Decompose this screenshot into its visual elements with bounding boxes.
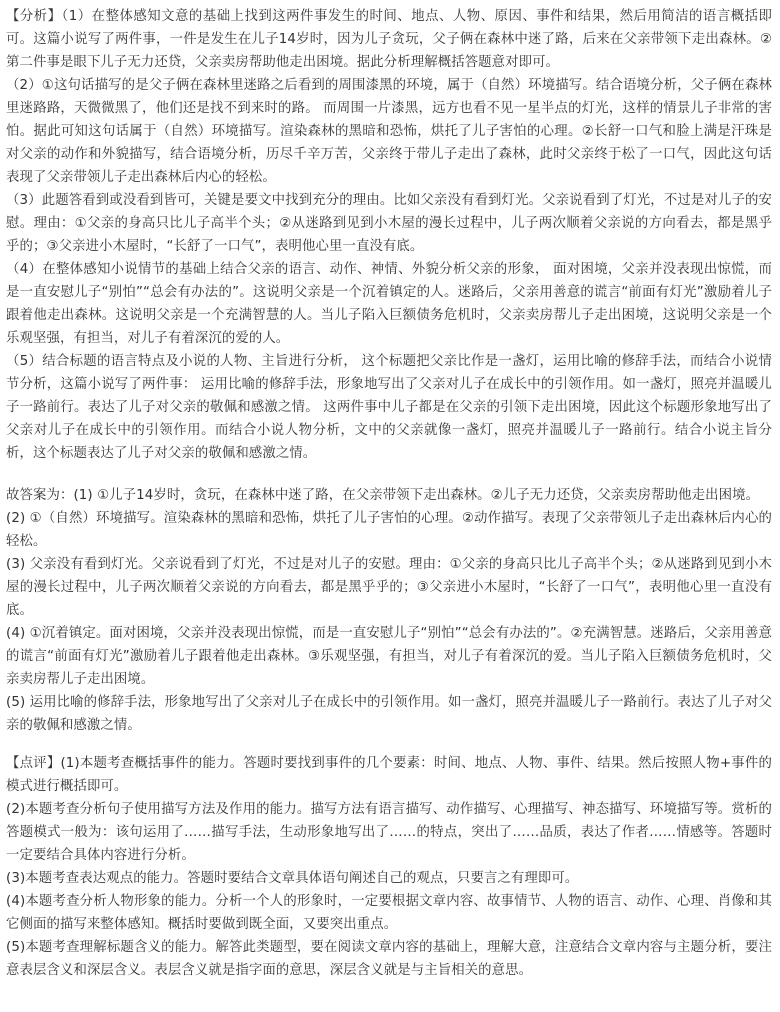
answer-paragraph-4: (4) ①沉着镇定。面对困境，父亲并没表现出惊慌，而是一直安慰儿子“别怕”“总会有办法的”。②充满智慧。迷路后，父亲用善意的谎言“前面有灯光”激励着儿子跟着他走出森林。③乐观坚强，有担当，对儿子有着深沉的爱。当儿子陷入巨额债务危机时，父亲卖房帮儿子走出困境。 <box>6 626 772 687</box>
comment-paragraph-4: (4)本题考查分析人物形象的能力。分析一个人的形象时，一定要根据文章内容、故事情节、人物的语言、动作、心理、肖像和其它侧面的描写来整体感知。概括时要做到既全面，又要突出重点。 <box>6 894 772 932</box>
comment-section <box>6 752 772 982</box>
comment-paragraph-2: (2)本题考查分析句子使用描写方法及作用的能力。描写方法有语言描写、动作描写、心理描写、神态描写、环境描写等。赏析的答题模式一般为：该句运用了……描写手法，生动形象地写出了……的特点，突出了……品质，表达了作者……情感等。答题时一定要结合具体内容进行分析。 <box>6 802 772 863</box>
comment-paragraph-3: (3)本题考查表达观点的能力。答题时要结合文章具体语句阐述自己的观点，只要言之有理即可。 <box>6 871 579 886</box>
analysis-paragraph-3: （3）此题答看到或没看到皆可，关键是要文中找到充分的理由。比如父亲没有看到灯光。父亲说看到了灯光，不过是对儿子的安慰。理由：①父亲的身高只比儿子高半个头；②从迷路到见到小木屋的漫长过程中，儿子两次顺着父亲说的方向看去，都是黑乎乎的；③父亲进小木屋时，“长舒了一口气”，表明他心里一直没有底。 <box>6 193 772 254</box>
analysis-paragraph-4: （4）在整体感知小说情节的基础上结合父亲的语言、动作、神情、外貌分析父亲的形象， 面对困境，父亲并没表现出惊慌，而是一直安慰儿子“别怕”“总会有办法的”。这说明父亲是一个沉着镇定的人。迷路后，父亲用善意的谎言“前面有灯光”激励着儿子跟着他走出森林。这说明父亲是一个充满智慧的人。当儿子陷入巨额债务危机时，父亲卖房帮儿子走出困境，这说明父亲是一个乐观坚强，有担当，对儿子有着深沉的爱的人。 <box>6 262 772 346</box>
comment-paragraph-5: (5)本题考查理解标题含义的能力。解答此类题型，要在阅读文章内容的基础上，理解大意，注意结合文章内容与主题分析，要注意表层含义和深层含义。表层含义就是指字面的意思，深层含义就是与主旨相关的意思。 <box>6 940 772 978</box>
answer-paragraph-5: (5) 运用比喻的修辞手法，形象地写出了父亲对儿子在成长中的引领作用。如一盏灯，照亮并温暖儿子一路前行。表达了儿子对父亲的敬佩和感激之情。 <box>6 695 772 733</box>
answer-paragraph-2: (2) ①（自然）环境描写。渲染森林的黑暗和恐怖，烘托了儿子害怕的心理。②动作描写。表现了父亲带领儿子走出森林后内心的轻松。 <box>6 511 772 549</box>
analysis-paragraph-1: 【分析】（1）在整体感知文意的基础上找到这两件事发生的时间、地点、人物、原因、事件和结果，然后用简洁的语言概括即可。这篇小说写了两件事，一件是发生在儿子14岁时，因为儿子贪玩，父子俩在森林中迷了路，后来在父亲带领下走出森林。②第二件事是眼下儿子无力还贷，父亲卖房帮助他走出困境。据此分析理解概括答题意对即可。 <box>6 9 772 70</box>
analysis-paragraph-5: （5）结合标题的语言特点及小说的人物、主旨进行分析， 这个标题把父亲比作是一盏灯，运用比喻的修辞手法，而结合小说情节分析，这篇小说写了两件事： 运用比喻的修辞手法，形象地写出了父亲对儿子在成长中的引领作用。如一盏灯，照亮并温暖儿子一路前行。表达了儿子对父亲的敬佩和感激之情。 这两件事中儿子都是在父亲的引领下走出困境，因此这个标题形象地写出了父亲对儿子在成长中的引领作用。而结合小说人物分析，文中的父亲就像一盏灯，照亮并温暖儿子一路前行。结合小说主旨分析，这个标题表达了儿子对父亲的敬佩和感激之情。 <box>6 354 772 461</box>
analysis-paragraph-2: （2）①这句话描写的是父子俩在森林里迷路之后看到的周围漆黑的环境，属于（自然）环境描写。结合语境分析，父子俩在森林里迷路路，天微微黑了，他们还是找不到来时的路。 而周围一片漆黑，远方也看不见一星半点的灯光，这样的情景儿子非常的害怕。据此可知这句话属于（自然）环境描写。渲染森林的黑暗和恐怖，烘托了儿子害怕的心理。②长舒一口气和脸上满是汗珠是对父亲的动作和外貌描写，结合语境分析，历尽千辛万苦，父亲终于带儿子走出了森林，此时父亲终于松了一口气，因此这句话表现了父亲带领儿子走出森林后内心的轻松。 <box>6 78 772 185</box>
answer-section <box>6 484 772 737</box>
answer-paragraph-1: 故答案为：(1) ①儿子14岁时，贪玩，在森林中迷了路，在父亲带领下走出森林。②儿子无力还贷，父亲卖房帮助他走出困境。 <box>6 488 760 503</box>
comment-paragraph-1: 【点评】(1)本题考查概括事件的能力。答题时要找到事件的几个要素：时间、地点、人物、事件、结果。然后按照人物+事件的模式进行概括即可。 <box>6 756 772 794</box>
answer-paragraph-3: (3) 父亲没有看到灯光。父亲说看到了灯光，不过是对儿子的安慰。理由：①父亲的身高只比儿子高半个头；②从迷路到见到小木屋的漫长过程中，儿子两次顺着父亲说的方向看去，都是黑乎乎的；③父亲进小木屋时，“长舒了一口气”，表明他心里一直没有底。 <box>6 557 772 618</box>
analysis-section <box>6 5 772 465</box>
